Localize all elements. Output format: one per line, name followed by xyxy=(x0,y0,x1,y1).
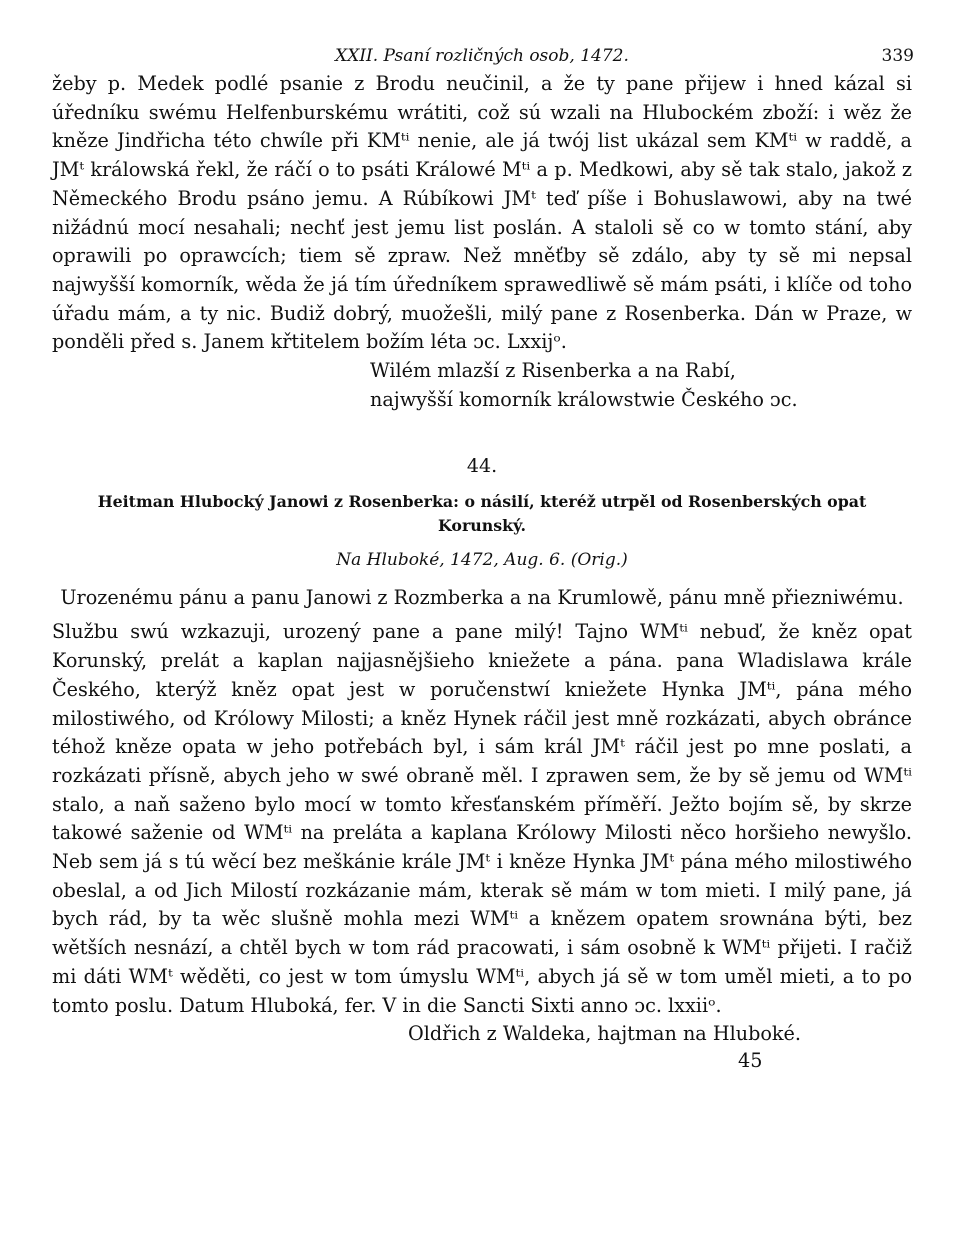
running-head xyxy=(52,40,912,70)
letter-44-number: 44. xyxy=(466,455,498,478)
letter-43-signature-line-1: Wilém mlazší z Risenberka a na Rabí, xyxy=(370,359,736,383)
letter-44-place-date: Na Hluboké, 1472, Aug. 6. (Orig.) xyxy=(336,550,628,571)
letter-44-address: Urozenému pánu a panu Janowi z Rozmberka a na Krumlowě, pánu mně přiezniwému. xyxy=(60,586,904,610)
page xyxy=(52,40,912,1073)
letter-44-closing: Oldřich z Waldeka, hajtman na Hluboké. xyxy=(408,1022,801,1046)
letter-44-body: Službu swú wzkazuji, urozený pane a pane milý! Tajno WMᵗⁱ nebuď, že kněz opat Korunský, prelát a kaplan najjasnějšieho kniežete a pána. pana Wladislawa krále Českého, kterýž kněz opat jest w poručenstwí kniežete Hynka JMᵗⁱ, pána mého milostiwého, od Królowy Milosti; a kněz Hynek ráčil jest mně rozkázati, abych obránce téhož kněze opata w jeho potřebách byl, i sám král JMᵗ ráčil jest po mne poslati, a rozkázati přísně, abych jeho w swé obraně měl. I zprawen sem, že by sě jemu od WMᵗⁱ stalo, a naň saženo bylo mocí w tomto křesťanském příměří. Ježto bojím sě, by skrze takowé saženie od WMᵗⁱ na preláta a kaplana Królowy Milosti něco horšieho newyšlo. Neb sem já s tú wěcí bez meškánie krále JMᵗ i kněze Hynka JMᵗ pána mého milostiwého obeslal, a od Jich Milostí rozkázanie mám, kterak sě mám w tom mieti. I milý pane, já bych rád, by ta wěc slušně mohla mezi WMᵗⁱ a knězem opatem srownána býti, bez wětších nesnází, a chtěl bych w tom rád pracowati, i sám osobně k WMᵗⁱ přijeti. I račiž mi dáti WMᵗ wěděti, co jest w tom úmyslu WMᵗⁱ, abych já sě w tom uměl mieti, a to po tomto poslu. Datum Hluboká, fer. V in die Sancti Sixti anno ᴐc. lxxiiᵒ. xyxy=(52,620,912,1017)
letter-44-title: Heitman Hlubocký Janowi z Rosenberka: o násilí, kteréž utrpěl od Rosenberských opat Korunský. xyxy=(97,492,867,536)
running-title: XXII. Psaní rozličných osob, 1472. xyxy=(335,46,629,66)
letter-43-body: žeby p. Medek podlé psanie z Brodu neučinil, a že ty pane přijew i hned kázal si úředníku swému Helfenburskému wrátiti, což sú wzali na Hlubockém zboží: i wěz že kněze Jindřicha této chwíle při KMᵗⁱ nenie, ale já twój list ukázal sem KMᵗⁱ w raddě, a JMᵗ králowská řekl, že ráčí o to psáti Králowé Mᵗⁱ a p. Medkowi, aby sě tak stalo, jakož z Německého Brodu psáno jemu. A Rúbíkowi JMᵗ teď píše i Bohuslawowi, aby na twé nižádnú mocí nesahali; nechť jest jemu list poslán. A staloli sě co w tomto stání, aby oprawili po oprawcích; tiem sě zpraw. Než mněťby sě zdálo, aby ty sě mi nepsal najwyšší komorník, wěda že já tím úředníkem sprawedliwě sě mám psáti, i klíče od toho úřadu mám, a ty nic. Budiž dobrý, muožešli, milý pane z Rosenberka. Dán w Praze, w ponděli před s. Janem křtitelem božím léta ᴐc. Lxxijᵒ. xyxy=(52,72,912,354)
page-number: 339 xyxy=(881,46,914,66)
signature-mark: 45 xyxy=(738,1048,763,1072)
letter-43-signature-line-2: najwyšší komorník králowstwie Českého ᴐc. xyxy=(370,387,798,411)
